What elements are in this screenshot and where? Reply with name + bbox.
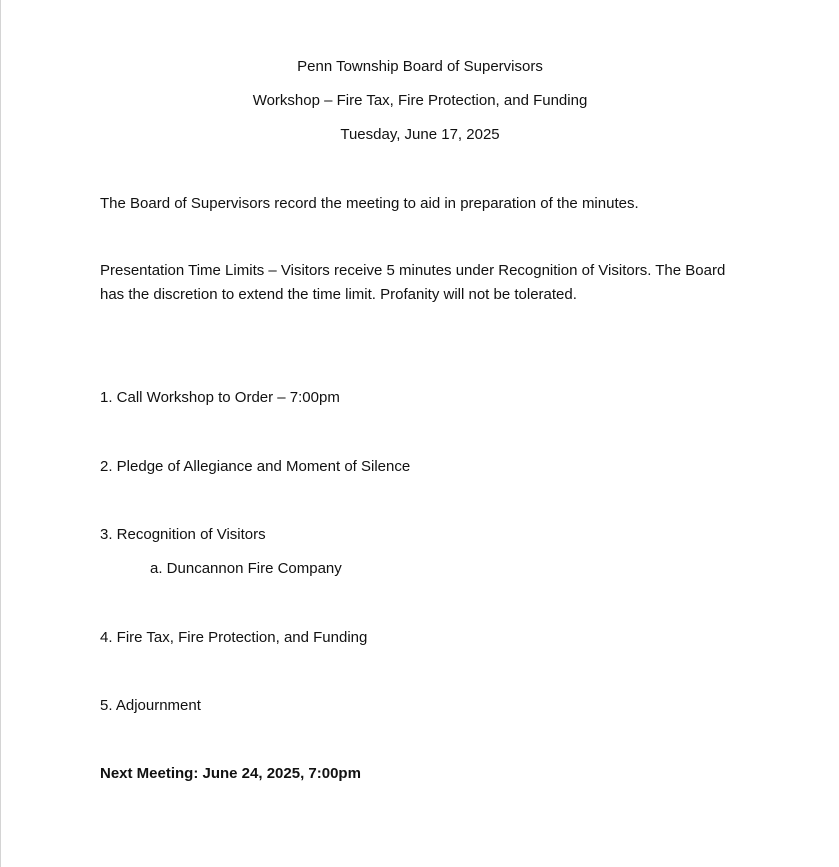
agenda-item-3a: a. Duncannon Fire Company <box>150 560 342 577</box>
agenda-item-2: 2. Pledge of Allegiance and Moment of Silence <box>100 458 411 475</box>
time-limits-notice: Presentation Time Limits – Visitors receive 5 minutes under Recognition of Visitors. The Board has the discretion to extend the time limit. Profanity will not be tolerated. <box>100 262 726 303</box>
agenda-item-1: 1. Call Workshop to Order – 7:00pm <box>100 389 340 406</box>
agenda-item-3: 3. Recognition of Visitors <box>100 526 266 543</box>
meeting-date: Tuesday, June 17, 2025 <box>340 126 500 143</box>
organization-name: Penn Township Board of Supervisors <box>297 58 543 75</box>
agenda-item-4: 4. Fire Tax, Fire Protection, and Funding <box>100 629 368 646</box>
next-meeting: Next Meeting: June 24, 2025, 7:00pm <box>100 765 361 782</box>
recording-notice: The Board of Supervisors record the meeting to aid in preparation of the minutes. <box>100 195 639 212</box>
meeting-title: Workshop – Fire Tax, Fire Protection, and Funding <box>252 92 588 109</box>
agenda-item-5: 5. Adjournment <box>100 697 201 714</box>
